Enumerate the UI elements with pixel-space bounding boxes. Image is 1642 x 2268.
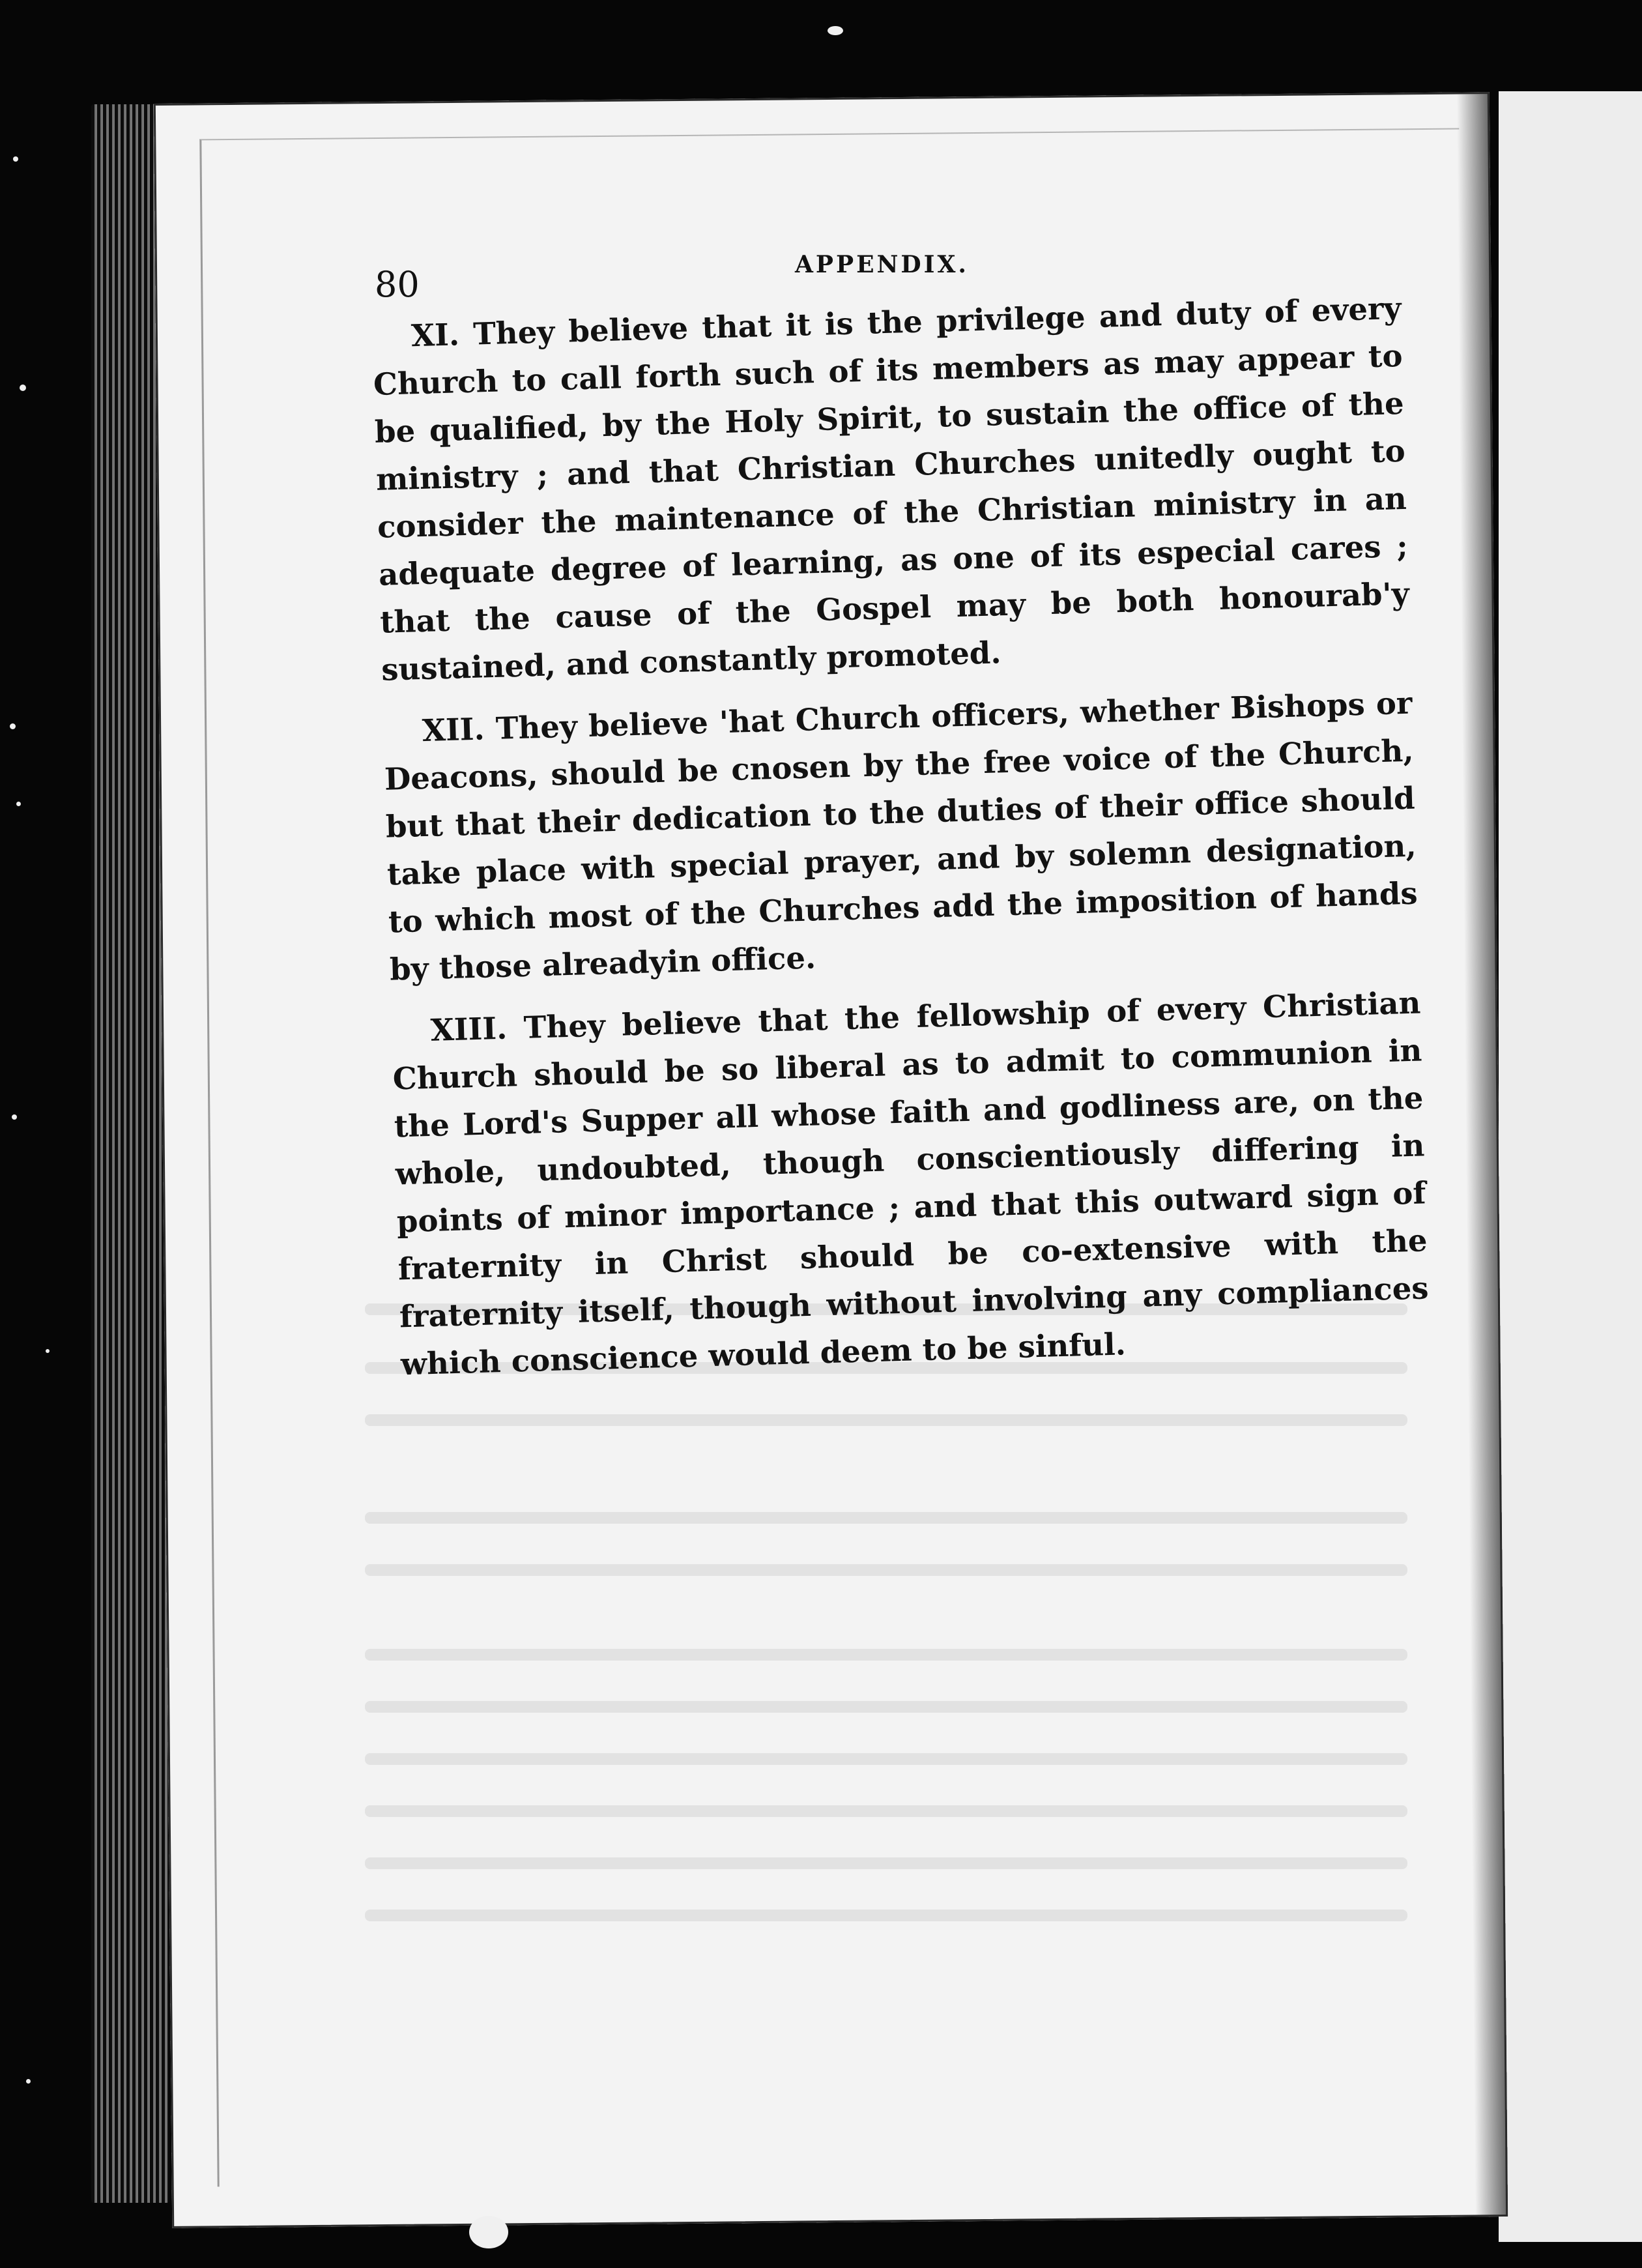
bleed-through-line	[365, 1701, 1407, 1713]
scan-speck	[26, 2079, 31, 2084]
scan-speck	[828, 26, 843, 35]
bleed-through-line	[365, 1414, 1407, 1426]
scan-speck	[10, 723, 16, 729]
scan-speck	[20, 385, 26, 391]
bleed-through-line	[365, 1753, 1407, 1765]
bleed-through-line	[365, 1512, 1407, 1524]
bleed-through-line	[365, 1805, 1407, 1817]
page-number: 80	[375, 264, 420, 305]
running-head: APPENDIX.	[795, 251, 969, 278]
bleed-through-line	[365, 1910, 1407, 1921]
paragraph-xiii: XIII. They believe that the fellowship of every Christian Church should be so liberal as to admit to communion in the Lord's Supper all whose faith and godliness are, on the whole, undoubted, though conscientiously differing in points of minor importance ; and that this outward sign of fraternity in Christ should be co-extensive with the fraternity itself, though without involving any compliances which conscience would deem to be sinful.	[392, 984, 1430, 1382]
scan-speck	[13, 156, 18, 162]
scan-speck	[16, 802, 21, 806]
bleed-through-line	[365, 1564, 1407, 1576]
bleed-through-line	[365, 1649, 1407, 1661]
facing-page-edge	[1499, 91, 1642, 2242]
paragraph-xii: XII. They believe 'hat Church officers, whether Bishops or Deacons, should be cnosen by the free voice of the Church, but that their dedication to the duties of their office should take place with special prayer, and by solemn designation, to which most of the Churches add the imposition of hands by those alreadyin office.	[384, 684, 1419, 987]
bleed-through-line	[365, 1857, 1407, 1869]
scan-speck	[46, 1349, 50, 1353]
body-text	[371, 284, 1430, 1388]
scan-speck	[12, 1114, 17, 1120]
paragraph-xi: XI. They believe that it is the privilege and duty of every Church to call forth such of its members as may appear to be qualified, by the Holy Spirit, to sustain the office of the ministry ; and that Christian Churches unitedly ought to consider the maintenance of the Christian ministry in an adequate degree of learning, as one of its especial cares ; that the cause of the Gospel may be both honourab'y sustained, and constantly promoted.	[373, 289, 1410, 688]
scan-speck	[469, 2216, 508, 2248]
